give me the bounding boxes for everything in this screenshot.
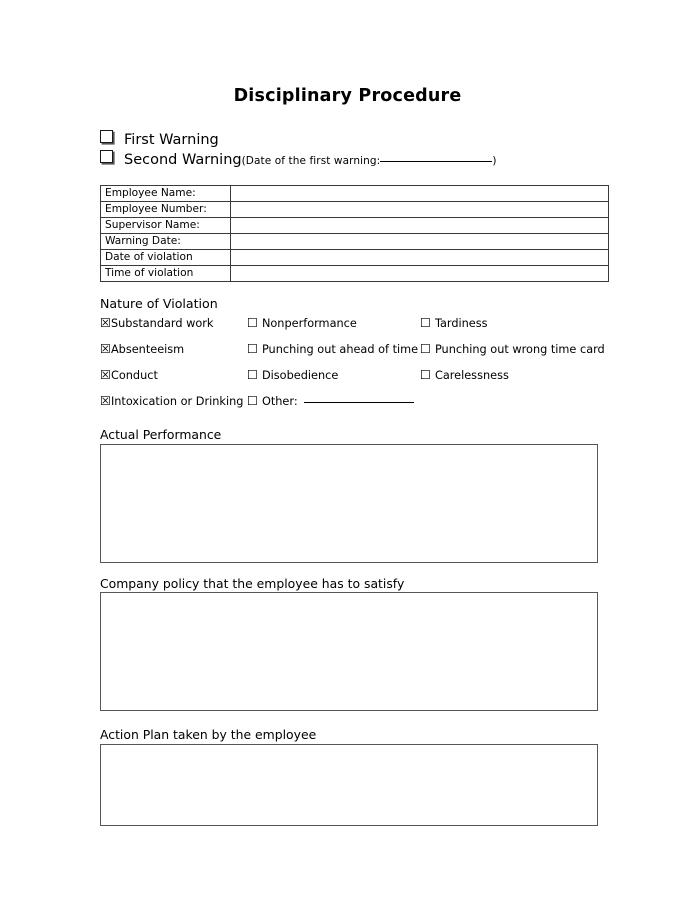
option-label: Absenteeism [110, 343, 185, 356]
row-value-field[interactable] [231, 202, 609, 218]
violation-row [100, 394, 600, 420]
violation-option-punching-out-ahead-of-time[interactable] [247, 342, 418, 357]
second-warning-paren-open: ( [241, 155, 246, 167]
violation-row [100, 316, 600, 342]
violation-option-nonperformance[interactable] [247, 316, 357, 331]
violation-option-other[interactable] [247, 394, 414, 409]
checkbox-empty-icon[interactable]: ☐ [247, 394, 258, 408]
row-label: Time of violation [101, 266, 231, 282]
violation-option-disobedience[interactable] [247, 368, 338, 383]
violation-option-tardiness[interactable] [420, 316, 488, 331]
table-row [101, 186, 609, 202]
second-warning-checkbox[interactable] [100, 150, 113, 163]
row-value-field[interactable] [231, 186, 609, 202]
row-label: Supervisor Name: [101, 218, 231, 234]
checkbox-checked-icon[interactable]: ☒ [100, 342, 111, 356]
violation-row [100, 368, 600, 394]
company-policy-heading: Company policy that the employee has to satisfy [100, 576, 405, 591]
employee-info-table [100, 185, 609, 282]
second-warning-date-label: Date of the first warning: [245, 155, 381, 167]
checkbox-empty-icon[interactable]: ☐ [247, 368, 258, 382]
violation-option-substandard-work[interactable] [100, 316, 213, 331]
row-label: Warning Date: [101, 234, 231, 250]
checkbox-empty-icon[interactable]: ☐ [420, 368, 431, 382]
option-label: Intoxication or Drinking [110, 395, 244, 408]
checkbox-empty-icon[interactable]: ☐ [420, 316, 431, 330]
table-row [101, 250, 609, 266]
table-row [101, 266, 609, 282]
option-label: Substandard work [110, 317, 214, 330]
checkbox-empty-icon[interactable]: ☐ [420, 342, 431, 356]
option-label: Disobedience [261, 369, 339, 382]
row-value-field[interactable] [231, 250, 609, 266]
action-plan-textarea[interactable] [100, 744, 598, 826]
table-row [101, 218, 609, 234]
nature-of-violation-heading: Nature of Violation [100, 296, 218, 311]
action-plan-heading: Action Plan taken by the employee [100, 727, 317, 742]
second-warning-paren-close: ) [492, 155, 497, 167]
row-label: Date of violation [101, 250, 231, 266]
second-warning-row[interactable] [100, 150, 497, 170]
checkbox-empty-icon[interactable]: ☐ [247, 316, 258, 330]
violation-option-punching-out-wrong-time-card[interactable] [420, 342, 605, 357]
actual-performance-heading: Actual Performance [100, 427, 222, 442]
other-violation-field[interactable] [304, 402, 414, 403]
option-label: Punching out ahead of time [261, 343, 419, 356]
second-warning-date-field[interactable] [380, 161, 492, 162]
table-row [101, 234, 609, 250]
row-value-field[interactable] [231, 218, 609, 234]
first-warning-row[interactable] [100, 130, 219, 149]
violation-option-intoxication-or-drinking[interactable] [100, 394, 243, 409]
company-policy-textarea[interactable] [100, 592, 598, 711]
checkbox-checked-icon[interactable]: ☒ [100, 394, 111, 408]
option-label: Carelessness [434, 369, 509, 382]
row-label: Employee Number: [101, 202, 231, 218]
row-label: Employee Name: [101, 186, 231, 202]
page-title: Disciplinary Procedure [233, 86, 462, 106]
checkbox-checked-icon[interactable]: ☒ [100, 316, 111, 330]
option-label: Nonperformance [261, 317, 357, 330]
row-value-field[interactable] [231, 234, 609, 250]
second-warning-label: Second Warning [124, 152, 242, 168]
option-label: Other: [261, 395, 298, 408]
option-label: Conduct [110, 369, 158, 382]
actual-performance-textarea[interactable] [100, 444, 598, 563]
violation-option-carelessness[interactable] [420, 368, 509, 383]
option-label: Punching out wrong time card [434, 343, 605, 356]
first-warning-checkbox[interactable] [100, 130, 113, 143]
checkbox-empty-icon[interactable]: ☐ [247, 342, 258, 356]
table-row [101, 202, 609, 218]
first-warning-label: First Warning [124, 132, 219, 148]
option-label: Tardiness [434, 317, 488, 330]
violation-row [100, 342, 605, 368]
row-value-field[interactable] [231, 266, 609, 282]
violation-checkbox-grid [100, 316, 605, 420]
checkbox-checked-icon[interactable]: ☒ [100, 368, 111, 382]
violation-option-conduct[interactable] [100, 368, 158, 383]
violation-option-absenteeism[interactable] [100, 342, 184, 357]
